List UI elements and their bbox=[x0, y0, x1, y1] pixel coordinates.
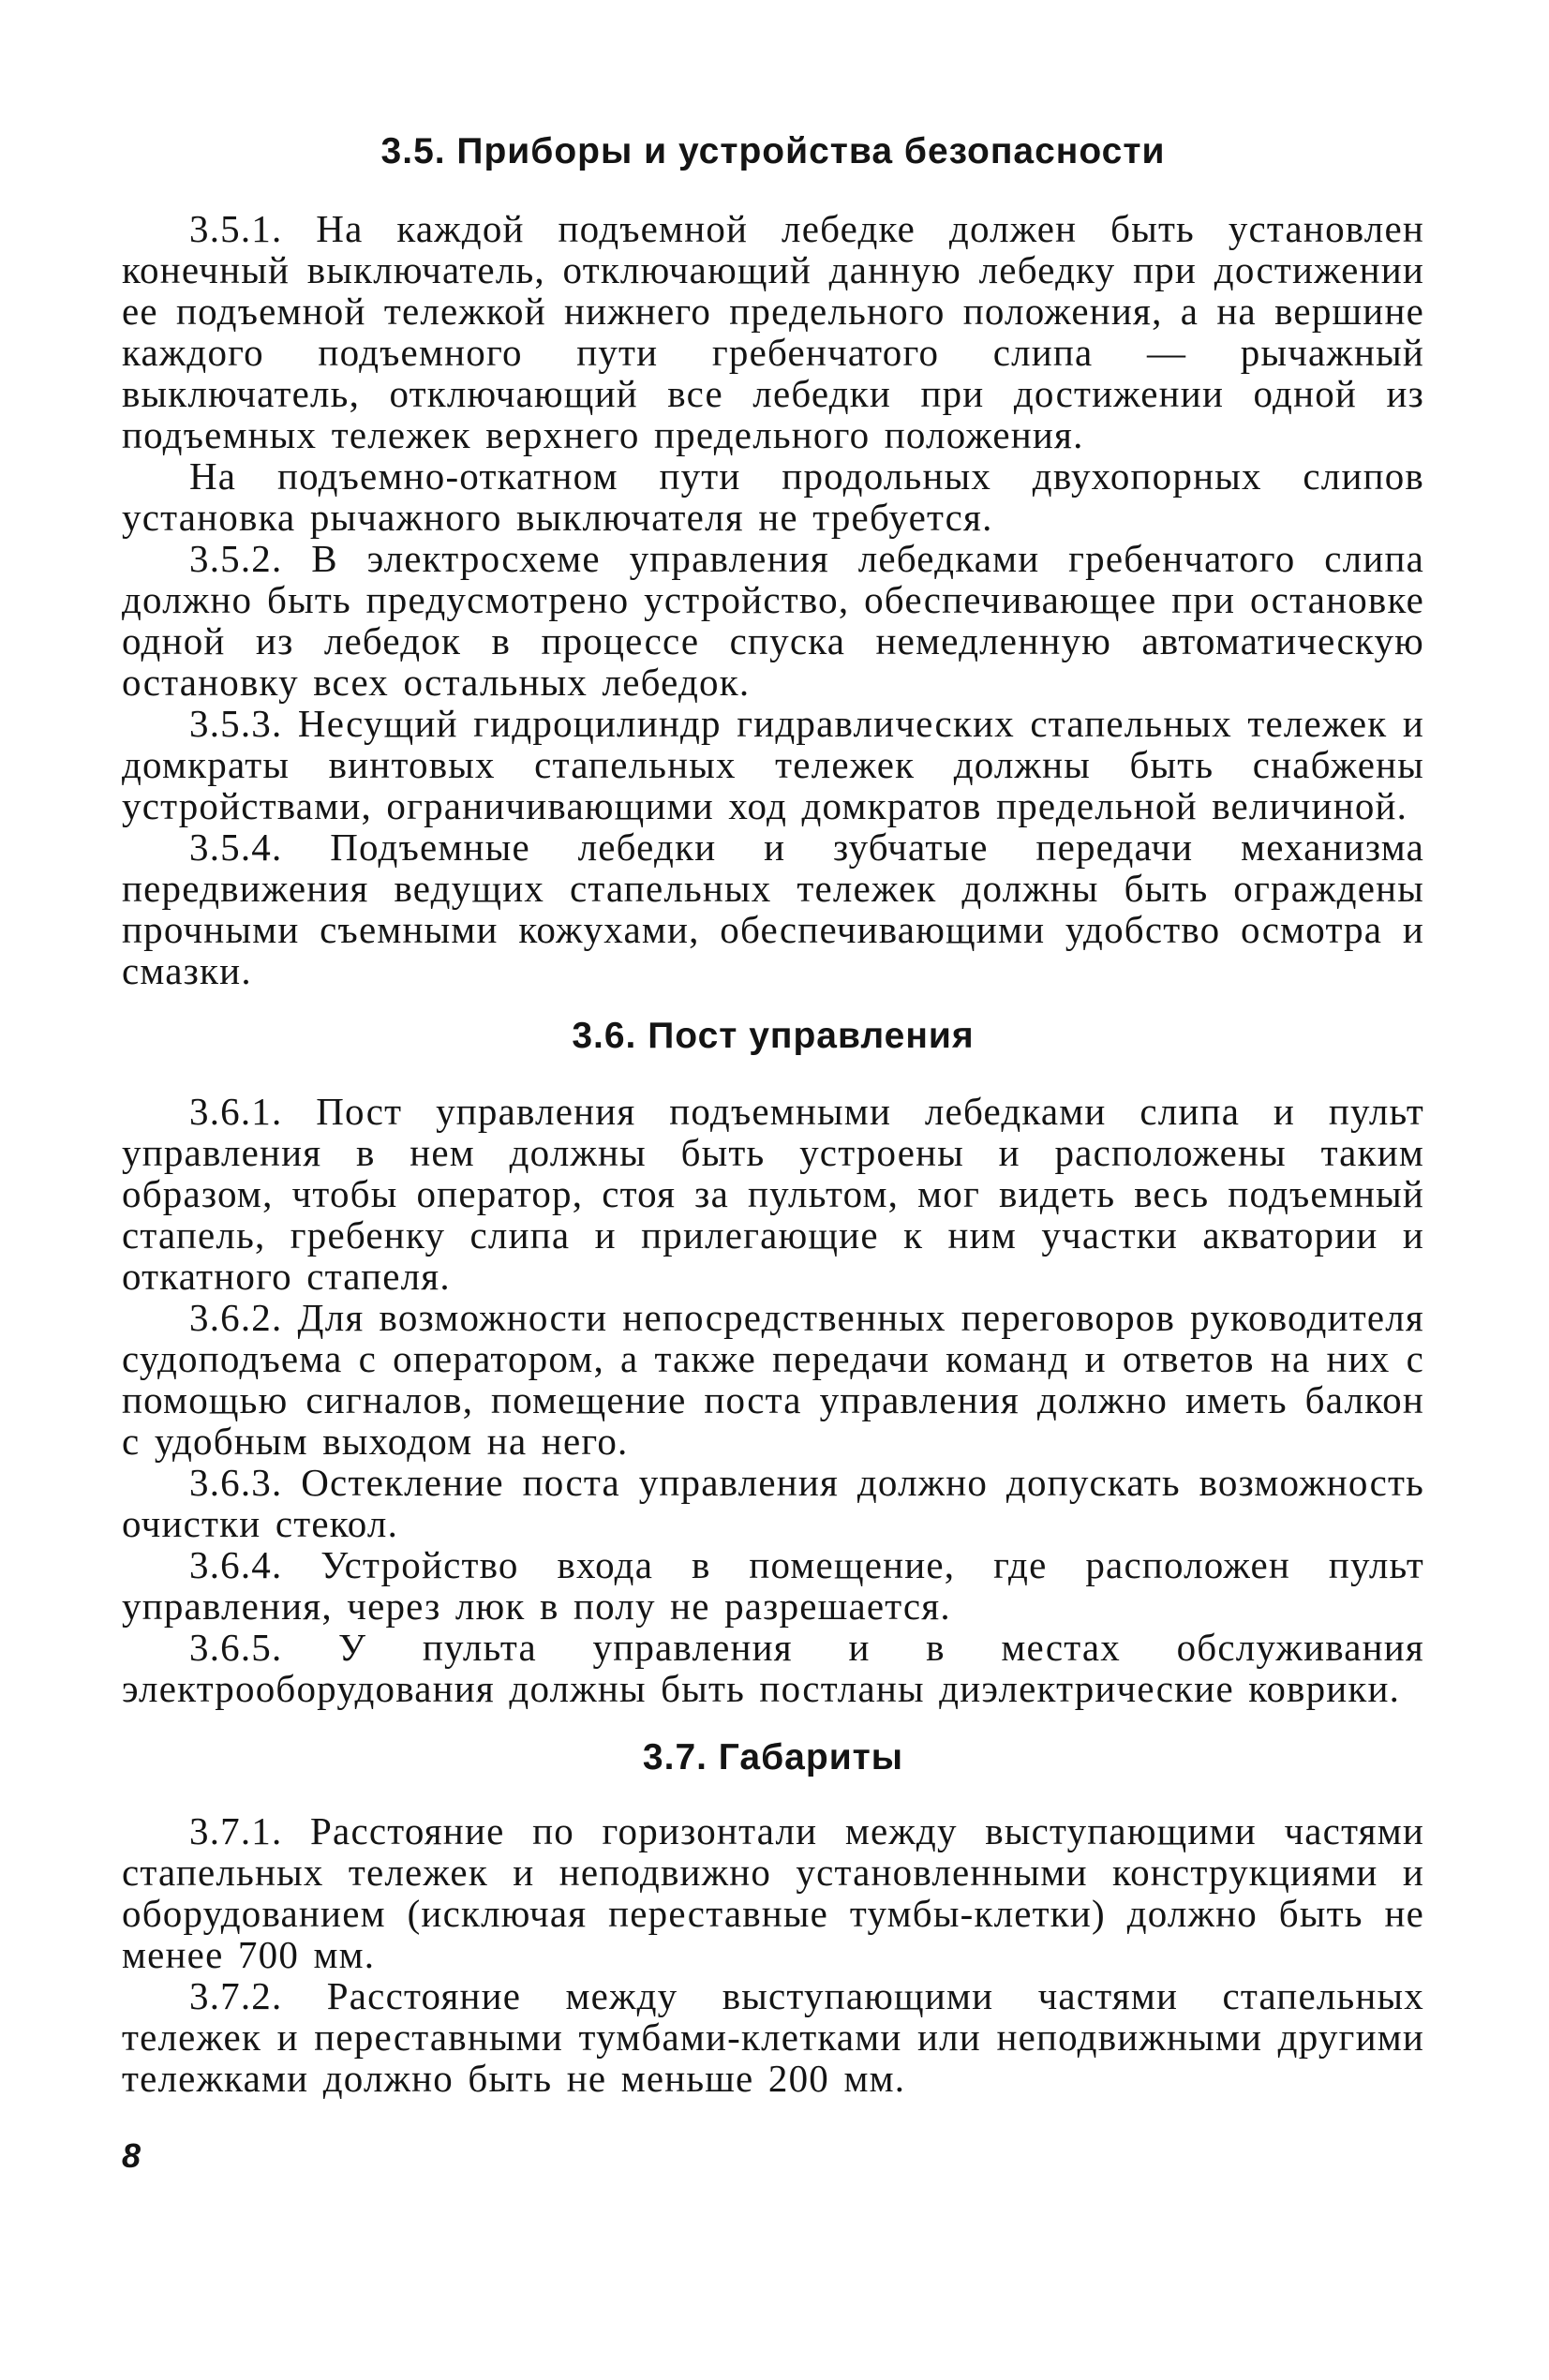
paragraph-3-6-3: 3.6.3. Остекление поста управления должно допускать возможность очистки стекол. bbox=[122, 1461, 1424, 1545]
paragraph-3-5-1: 3.5.1. На каждой подъемной лебедке должен быть установлен конечный выключатель, отключающий данную лебедку при достижении ее подъемной тележкой нижнего предельного положения, а на вершине каждого подъемного пути гребенчатого слипа — рычажный выключатель, отключающий все лебедки при достижении одной из подъемных тележек верхнего предельного положения. bbox=[122, 207, 1424, 456]
paragraph-3-7-1: 3.7.1. Расстояние по горизонтали между выступающими частями стапельных тележек и неподвижно установленными конструкциями и оборудованием (исключая переставные тумбы-клетки) должно быть не менее 700 мм. bbox=[122, 1809, 1424, 1976]
paragraph-3-6-4: 3.6.4. Устройство входа в помещение, где расположен пульт управления, через люк в полу не разрешается. bbox=[122, 1543, 1424, 1628]
paragraph-3-5-3: 3.5.3. Несущий гидроцилиндр гидравлических стапельных тележек и домкраты винтовых стапельных тележек должны быть снабжены устройствами, ограничивающими ход домкратов предельной величиной. bbox=[122, 702, 1424, 827]
page-number: 8 bbox=[122, 2136, 141, 2175]
section-heading-3-6: 3.6. Пост управления bbox=[572, 1016, 975, 1056]
paragraph-3-5-4: 3.5.4. Подъемные лебедки и зубчатые передачи механизма передвижения ведущих стапельных тележек должны быть ограждены прочными съемными кожухами, обеспечивающими удобство осмотра и смазки. bbox=[122, 826, 1424, 992]
section-heading-3-7: 3.7. Габариты bbox=[642, 1737, 904, 1778]
paragraph-3-5-2: 3.5.2. В электросхеме управления лебедками гребенчатого слипа должно быть предусмотрено устройство, обеспечивающее при остановке одной из лебедок в процессе спуска немедленную автоматическую остановку всех остальных лебедок. bbox=[122, 537, 1424, 704]
paragraph-3-7-2: 3.7.2. Расстояние между выступающими частями стапельных тележек и переставными тумбами-клетками или неподвижными другими тележками должно быть не меньше 200 мм. bbox=[122, 1974, 1424, 2100]
paragraph-3-6-2: 3.6.2. Для возможности непосредственных переговоров руководителя судоподъема с оператором, а также передачи команд и ответов на них с помощью сигналов, помещение поста управления должно иметь балкон с удобным выходом на него. bbox=[122, 1296, 1424, 1463]
paragraph-3-5-1-note: На подъемно-откатном пути продольных двухопорных слипов установка рычажного выключателя не требуется. bbox=[122, 454, 1424, 539]
section-heading-3-5: 3.5. Приборы и устройства безопасности bbox=[380, 131, 1166, 171]
paragraph-3-6-1: 3.6.1. Пост управления подъемными лебедками слипа и пульт управления в нем должны быть устроены и расположены таким образом, чтобы оператор, стоя за пультом, мог видеть весь подъемный стапель, гребенку слипа и прилегающие к ним участки акватории и откатного стапеля. bbox=[122, 1090, 1424, 1298]
document-page bbox=[122, 131, 1424, 2099]
paragraph-3-6-5: 3.6.5. У пульта управления и в местах обслуживания электрооборудования должны быть постланы диэлектрические коврики. bbox=[122, 1626, 1424, 1710]
